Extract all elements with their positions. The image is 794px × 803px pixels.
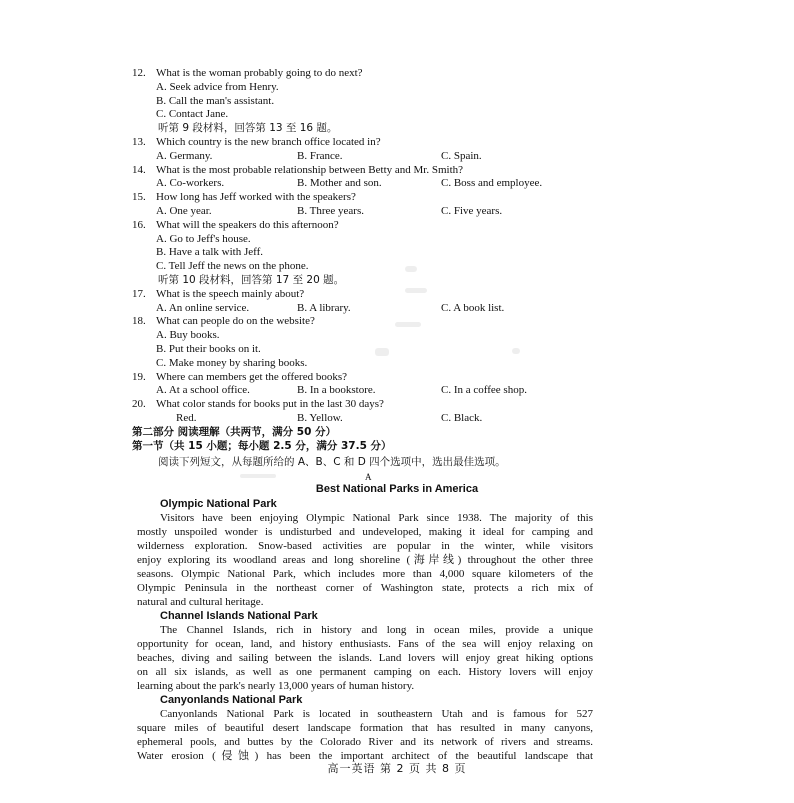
passage-line: Water erosion (侵蚀) has been the important architect of the beautiful landscape that: [137, 750, 593, 762]
answer-option: A. Buy books.: [156, 329, 220, 342]
question-stem: [132, 218, 339, 232]
passage-line: beaches, diving and sailing between the islands. Land lovers will enjoy great hiking options: [137, 652, 593, 664]
question-text: What is the speech mainly about?: [156, 287, 305, 300]
passage-line: square miles of beautiful desert landscape formation that has resulted in many canyons,: [137, 722, 593, 734]
part-two-heading: 第二部分 阅读理解（共两节，满分 50 分）: [132, 426, 337, 438]
page-footer: 高一英语 第 2 页 共 8 页: [327, 762, 467, 775]
question-stem: [132, 190, 356, 204]
answer-option: A. Co-workers.: [156, 177, 225, 190]
question-number: 19.: [132, 370, 146, 383]
passage-line: opportunity for ocean, land, and history enthusiasts. Fans of the sea will enjoy relaxing on: [137, 638, 593, 650]
question-text: What is the most probable relationship between Betty and Mr. Smith?: [156, 163, 464, 176]
scan-mark: [375, 348, 389, 356]
answer-option: B. France.: [297, 149, 343, 162]
answer-option: C. In a coffee shop.: [441, 384, 527, 397]
answer-option: B. Yellow.: [297, 412, 343, 424]
answer-option: B. Three years.: [297, 205, 364, 217]
answer-option: B. Have a talk with Jeff.: [156, 246, 264, 259]
reading-instruction: 阅读下列短文，从每题所给的 A、B、C 和 D 四个选项中，选出最佳选项。: [158, 456, 506, 468]
passage-line: wilderness exploration. Snow-based activities are popular in the winter, while visitors: [137, 540, 593, 552]
answer-option: B. A library.: [297, 301, 351, 314]
answer-option: C. Contact Jane.: [156, 108, 229, 121]
answer-option: C. A book list.: [441, 301, 505, 314]
answer-option: C. Spain.: [441, 149, 482, 162]
passage-line: on all six islands, as well as one permanent camping on each. History lovers will enjoy: [137, 666, 593, 678]
question-stem: [132, 135, 381, 149]
scan-mark: [405, 266, 417, 272]
answer-option: A. Germany.: [156, 149, 213, 162]
passage-line: learning about the park's nearly 13,000 years of human history.: [137, 680, 415, 692]
question-stem: [132, 163, 463, 177]
scan-mark: [512, 348, 520, 354]
passage-title: Best National Parks in America: [315, 483, 479, 495]
question-text: What color stands for books put in the last 30 days?: [156, 398, 384, 411]
question-text: Which country is the new branch office located in?: [156, 136, 381, 148]
answer-option: A. An online service.: [156, 301, 250, 314]
park-heading: Canyonlands National Park: [160, 694, 303, 706]
passage-line: Visitors have been enjoying Olympic National Park since 1938. The majority of this: [160, 512, 593, 524]
question-text: How long has Jeff worked with the speakers?: [156, 191, 356, 204]
park-heading: Olympic National Park: [160, 498, 277, 510]
listening-instruction: 听第 10 段材料，回答第 17 至 20 题。: [158, 274, 345, 286]
question-stem: [132, 66, 363, 80]
scan-mark: [395, 322, 421, 327]
passage-line: natural and cultural heritage.: [137, 596, 264, 608]
scan-mark: [405, 288, 427, 293]
passage-letter: A: [365, 472, 372, 482]
question-number: 15.: [132, 191, 146, 204]
passage-line: ephemeral pools, and buttes by the Colorado River and its network of rivers and streams.: [137, 736, 593, 748]
answer-option: C. Make money by sharing books.: [156, 356, 308, 369]
answer-option: A. At a school office.: [156, 384, 250, 397]
answer-option: Red.: [176, 412, 197, 424]
answer-option: C. Five years.: [441, 205, 503, 217]
listening-instruction: 听第 9 段材料，回答第 13 至 16 题。: [158, 122, 338, 135]
answer-option: A. Seek advice from Henry.: [156, 80, 279, 93]
question-number: 12.: [132, 67, 146, 79]
scan-mark: [240, 474, 276, 478]
answer-option: B. Put their books on it.: [156, 343, 261, 355]
question-number: 16.: [132, 218, 146, 231]
question-text: What will the speakers do this afternoon?: [156, 218, 339, 231]
question-text: What can people do on the website?: [156, 315, 315, 328]
question-number: 14.: [132, 163, 146, 176]
passage-line: The Channel Islands, rich in history and long in ocean miles, provide a unique: [160, 624, 593, 636]
question-text: Where can members get the offered books?: [156, 370, 347, 383]
question-stem: [132, 397, 384, 411]
answer-option: A. Go to Jeff's house.: [156, 232, 251, 245]
question-stem: [132, 370, 347, 384]
question-number: 18.: [132, 315, 146, 328]
answer-option: A. One year.: [156, 205, 212, 217]
answer-option: B. Call the man's assistant.: [156, 94, 275, 107]
passage-line: enjoy exploring its woodland areas and long shoreline (海岸线) throughout the other three: [137, 554, 593, 566]
question-number: 20.: [132, 398, 146, 411]
park-heading: Channel Islands National Park: [160, 610, 318, 622]
question-number: 13.: [132, 136, 146, 148]
passage-line: seasons. Olympic National Park, which includes more than 4,000 square kilometers of the: [137, 568, 593, 580]
section-one-heading: 第一节（共 15 小题；每小题 2.5 分，满分 37.5 分）: [132, 440, 392, 452]
question-text: What is the woman probably going to do next?: [156, 67, 363, 79]
answer-option: C. Tell Jeff the news on the phone.: [156, 260, 309, 273]
passage-line: mostly unspoiled wonder is undisturbed and undeveloped, making it ideal for camping and: [137, 526, 593, 538]
passage-line: Canyonlands National Park is located in southeastern Utah and is famous for 527: [160, 708, 593, 720]
question-stem: [132, 314, 315, 328]
answer-option: B. Mother and son.: [297, 177, 382, 190]
passage-line: Olympic Peninsula in the northeast corner of Washington state, protects a rich mix of: [137, 582, 593, 594]
question-number: 17.: [132, 287, 146, 300]
answer-option: B. In a bookstore.: [297, 384, 376, 397]
answer-option: C. Boss and employee.: [441, 177, 543, 190]
question-stem: [132, 287, 304, 301]
answer-option: C. Black.: [441, 412, 483, 424]
